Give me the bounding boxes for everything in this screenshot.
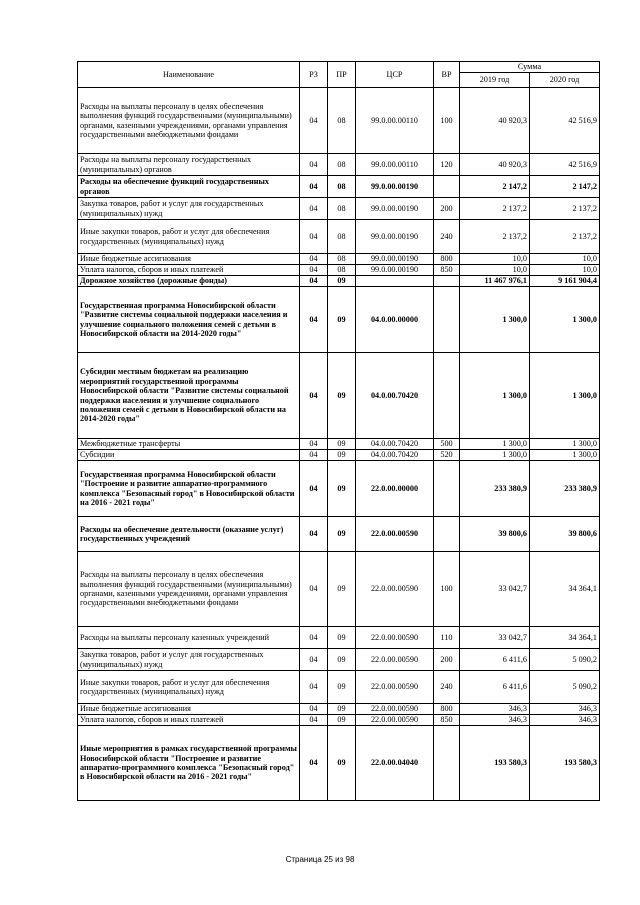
budget-table: [77, 61, 600, 801]
cell-rz: 04: [300, 265, 328, 276]
table-row: [78, 88, 600, 154]
cell-csr: 99.0.00.00190: [356, 220, 434, 254]
cell-2020: 2 147,2: [530, 176, 600, 198]
cell-name: Иные закупки товаров, работ и услуг для обеспечения государственных (муниципальных) нужд: [78, 671, 300, 704]
cell-2020: 42 516,9: [530, 154, 600, 176]
header-rz: РЗ: [300, 62, 328, 88]
cell-pr: 09: [328, 439, 356, 450]
table-row: [78, 704, 600, 715]
cell-rz: 04: [300, 276, 328, 287]
cell-name: Субсидии: [78, 450, 300, 461]
cell-2020: 1 300,0: [530, 439, 600, 450]
cell-name: Межбюджетные трансферты: [78, 439, 300, 450]
cell-2020: 10,0: [530, 265, 600, 276]
cell-pr: 09: [328, 715, 356, 726]
cell-rz: 04: [300, 627, 328, 649]
cell-name: Закупка товаров, работ и услуг для государственных (муниципальных) нужд: [78, 649, 300, 671]
table-body: [78, 88, 600, 801]
cell-name: Субсидии местным бюджетам на реализацию мероприятий государственной программы Новосибирской области "Развитие системы социальной поддержки населения и улучшение социального положения семей с детьми в Новосибирской области на 2014-2020 годы": [78, 353, 300, 439]
cell-name: Расходы на выплаты персоналу казенных учреждений: [78, 627, 300, 649]
cell-name: Уплата налогов, сборов и иных платежей: [78, 265, 300, 276]
cell-pr: 08: [328, 198, 356, 220]
cell-rz: 04: [300, 287, 328, 353]
cell-vr: [434, 176, 460, 198]
cell-csr: 22.0.00.00590: [356, 627, 434, 649]
cell-rz: 04: [300, 220, 328, 254]
cell-pr: 09: [328, 287, 356, 353]
cell-name: Государственная программа Новосибирской области "Построение и развитие аппаратно-программного комплекса "Безопасный город" в Новосибирской области на 2016 - 2021 годы": [78, 461, 300, 517]
cell-rz: 04: [300, 254, 328, 265]
cell-vr: 100: [434, 88, 460, 154]
cell-2019: 33 042,7: [460, 552, 530, 627]
cell-2020: 10,0: [530, 254, 600, 265]
cell-vr: [434, 353, 460, 439]
cell-pr: 08: [328, 265, 356, 276]
cell-2019: 2 137,2: [460, 198, 530, 220]
cell-csr: 99.0.00.00190: [356, 198, 434, 220]
header-row-top: [78, 62, 600, 73]
header-csr: ЦСР: [356, 62, 434, 88]
cell-2019: 10,0: [460, 265, 530, 276]
cell-2020: 9 161 904,4: [530, 276, 600, 287]
cell-2019: 10,0: [460, 254, 530, 265]
table-row: [78, 287, 600, 353]
cell-2020: 2 137,2: [530, 220, 600, 254]
cell-rz: 04: [300, 439, 328, 450]
cell-rz: 04: [300, 649, 328, 671]
cell-vr: 240: [434, 220, 460, 254]
cell-name: Иные закупки товаров, работ и услуг для обеспечения государственных (муниципальных) нужд: [78, 220, 300, 254]
cell-2019: 233 380,9: [460, 461, 530, 517]
table-row: [78, 265, 600, 276]
cell-2020: 1 300,0: [530, 450, 600, 461]
cell-2019: 1 300,0: [460, 450, 530, 461]
cell-2019: 1 300,0: [460, 439, 530, 450]
cell-vr: 520: [434, 450, 460, 461]
header-name: Наименование: [78, 62, 300, 88]
cell-2020: 39 800,6: [530, 517, 600, 552]
page-number: Страница 25 из 98: [285, 855, 355, 864]
cell-2019: 346,3: [460, 715, 530, 726]
cell-2019: 6 411,6: [460, 649, 530, 671]
header-sum: Сумма: [460, 62, 600, 73]
cell-rz: 04: [300, 353, 328, 439]
cell-name: Государственная программа Новосибирской области "Развитие системы социальной поддержки населения и улучшение социального положения семей с детьми в Новосибирской области на 2014-2020 годы": [78, 287, 300, 353]
cell-vr: 120: [434, 154, 460, 176]
header-2019: 2019 год: [460, 73, 530, 88]
cell-vr: 240: [434, 671, 460, 704]
cell-2020: 5 090,2: [530, 649, 600, 671]
cell-vr: [434, 726, 460, 801]
table-row: [78, 276, 600, 287]
cell-rz: 04: [300, 450, 328, 461]
cell-name: Расходы на выплаты персоналу государственных (муниципальных) органов: [78, 154, 300, 176]
cell-pr: 09: [328, 517, 356, 552]
cell-csr: 04.0.00.70420: [356, 439, 434, 450]
table-row: [78, 353, 600, 439]
cell-name: Закупка товаров, работ и услуг для государственных (муниципальных) нужд: [78, 198, 300, 220]
cell-csr: 22.0.00.00590: [356, 671, 434, 704]
cell-2020: 346,3: [530, 715, 600, 726]
cell-2019: 39 800,6: [460, 517, 530, 552]
cell-csr: 99.0.00.00110: [356, 88, 434, 154]
cell-csr: 22.0.00.00590: [356, 552, 434, 627]
cell-pr: 09: [328, 276, 356, 287]
cell-csr: 22.0.00.00590: [356, 715, 434, 726]
cell-2019: 40 920,3: [460, 154, 530, 176]
table-row: [78, 649, 600, 671]
cell-vr: 200: [434, 649, 460, 671]
table-row: [78, 552, 600, 627]
cell-2020: 42 516,9: [530, 88, 600, 154]
cell-rz: 04: [300, 552, 328, 627]
cell-rz: 04: [300, 461, 328, 517]
cell-vr: 800: [434, 254, 460, 265]
cell-pr: 09: [328, 552, 356, 627]
cell-pr: 09: [328, 353, 356, 439]
cell-pr: 08: [328, 254, 356, 265]
cell-pr: 09: [328, 649, 356, 671]
cell-name: Иные мероприятия в рамках государственной программы Новосибирской области "Построение и развитие аппаратно-программного комплекса "Безопасный город" в Новосибирской области на 2016 - 2021 годы": [78, 726, 300, 801]
cell-vr: 110: [434, 627, 460, 649]
cell-name: Расходы на выплаты персоналу в целях обеспечения выполнения функций государственными (муниципальными) органами, казенными учреждениями, органами управления государственными внебюджетными фондами: [78, 552, 300, 627]
cell-2019: 1 300,0: [460, 353, 530, 439]
header-vr: ВР: [434, 62, 460, 88]
cell-rz: 04: [300, 715, 328, 726]
cell-vr: [434, 517, 460, 552]
cell-2019: 2 137,2: [460, 220, 530, 254]
cell-csr: [356, 276, 434, 287]
cell-2020: 346,3: [530, 704, 600, 715]
cell-csr: 22.0.00.04040: [356, 726, 434, 801]
cell-2019: 6 411,6: [460, 671, 530, 704]
cell-csr: 04.0.00.70420: [356, 353, 434, 439]
cell-name: Иные бюджетные ассигнования: [78, 704, 300, 715]
cell-2020: 1 300,0: [530, 353, 600, 439]
cell-rz: 04: [300, 198, 328, 220]
table-row: [78, 450, 600, 461]
cell-csr: 22.0.00.00590: [356, 704, 434, 715]
cell-2020: 34 364,1: [530, 627, 600, 649]
table-row: [78, 439, 600, 450]
cell-rz: 04: [300, 704, 328, 715]
cell-2019: 11 467 976,1: [460, 276, 530, 287]
cell-csr: 04.0.00.70420: [356, 450, 434, 461]
cell-vr: 100: [434, 552, 460, 627]
cell-pr: 09: [328, 704, 356, 715]
table-row: [78, 176, 600, 198]
cell-2020: 233 380,9: [530, 461, 600, 517]
cell-2020: 34 364,1: [530, 552, 600, 627]
cell-vr: [434, 287, 460, 353]
table-row: [78, 198, 600, 220]
cell-2020: 2 137,2: [530, 198, 600, 220]
cell-vr: 200: [434, 198, 460, 220]
cell-pr: 08: [328, 154, 356, 176]
cell-rz: 04: [300, 176, 328, 198]
cell-name: Иные бюджетные ассигнования: [78, 254, 300, 265]
cell-name: Расходы на обеспечение деятельности (оказание услуг) государственных учреждений: [78, 517, 300, 552]
header-2020: 2020 год: [530, 73, 600, 88]
table-row: [78, 517, 600, 552]
cell-2019: 33 042,7: [460, 627, 530, 649]
cell-rz: 04: [300, 88, 328, 154]
cell-csr: 22.0.00.00590: [356, 649, 434, 671]
cell-name: Дорожное хозяйство (дорожные фонды): [78, 276, 300, 287]
cell-name: Расходы на обеспечение функций государственных органов: [78, 176, 300, 198]
cell-csr: 99.0.00.00190: [356, 265, 434, 276]
table-row: [78, 726, 600, 801]
cell-csr: 99.0.00.00190: [356, 254, 434, 265]
cell-name: Расходы на выплаты персоналу в целях обеспечения выполнения функций государственными (муниципальными) органами, казенными учреждениями, органами управления государственными внебюджетными фондами: [78, 88, 300, 154]
cell-2019: 193 580,3: [460, 726, 530, 801]
table-row: [78, 627, 600, 649]
table-row: [78, 220, 600, 254]
cell-pr: 09: [328, 627, 356, 649]
cell-2019: 1 300,0: [460, 287, 530, 353]
cell-pr: 09: [328, 461, 356, 517]
cell-vr: [434, 461, 460, 517]
table-row: [78, 671, 600, 704]
cell-2020: 5 090,2: [530, 671, 600, 704]
table-row: [78, 254, 600, 265]
cell-pr: 09: [328, 671, 356, 704]
cell-2020: 1 300,0: [530, 287, 600, 353]
cell-2020: 193 580,3: [530, 726, 600, 801]
budget-page: [77, 61, 599, 801]
cell-vr: 800: [434, 704, 460, 715]
cell-csr: 22.0.00.00590: [356, 517, 434, 552]
cell-pr: 08: [328, 220, 356, 254]
cell-rz: 04: [300, 671, 328, 704]
cell-name: Уплата налогов, сборов и иных платежей: [78, 715, 300, 726]
cell-vr: [434, 276, 460, 287]
cell-csr: 99.0.00.00190: [356, 176, 434, 198]
table-row: [78, 154, 600, 176]
cell-2019: 40 920,3: [460, 88, 530, 154]
cell-csr: 04.0.00.00000: [356, 287, 434, 353]
cell-vr: 850: [434, 265, 460, 276]
cell-csr: 22.0.00.00000: [356, 461, 434, 517]
header-pr: ПР: [328, 62, 356, 88]
cell-pr: 09: [328, 450, 356, 461]
cell-2019: 2 147,2: [460, 176, 530, 198]
cell-csr: 99.0.00.00110: [356, 154, 434, 176]
cell-pr: 08: [328, 88, 356, 154]
cell-vr: 850: [434, 715, 460, 726]
cell-rz: 04: [300, 154, 328, 176]
table-row: [78, 715, 600, 726]
cell-pr: 08: [328, 176, 356, 198]
cell-rz: 04: [300, 726, 328, 801]
cell-2019: 346,3: [460, 704, 530, 715]
cell-vr: 500: [434, 439, 460, 450]
cell-pr: 09: [328, 726, 356, 801]
table-row: [78, 461, 600, 517]
cell-rz: 04: [300, 517, 328, 552]
